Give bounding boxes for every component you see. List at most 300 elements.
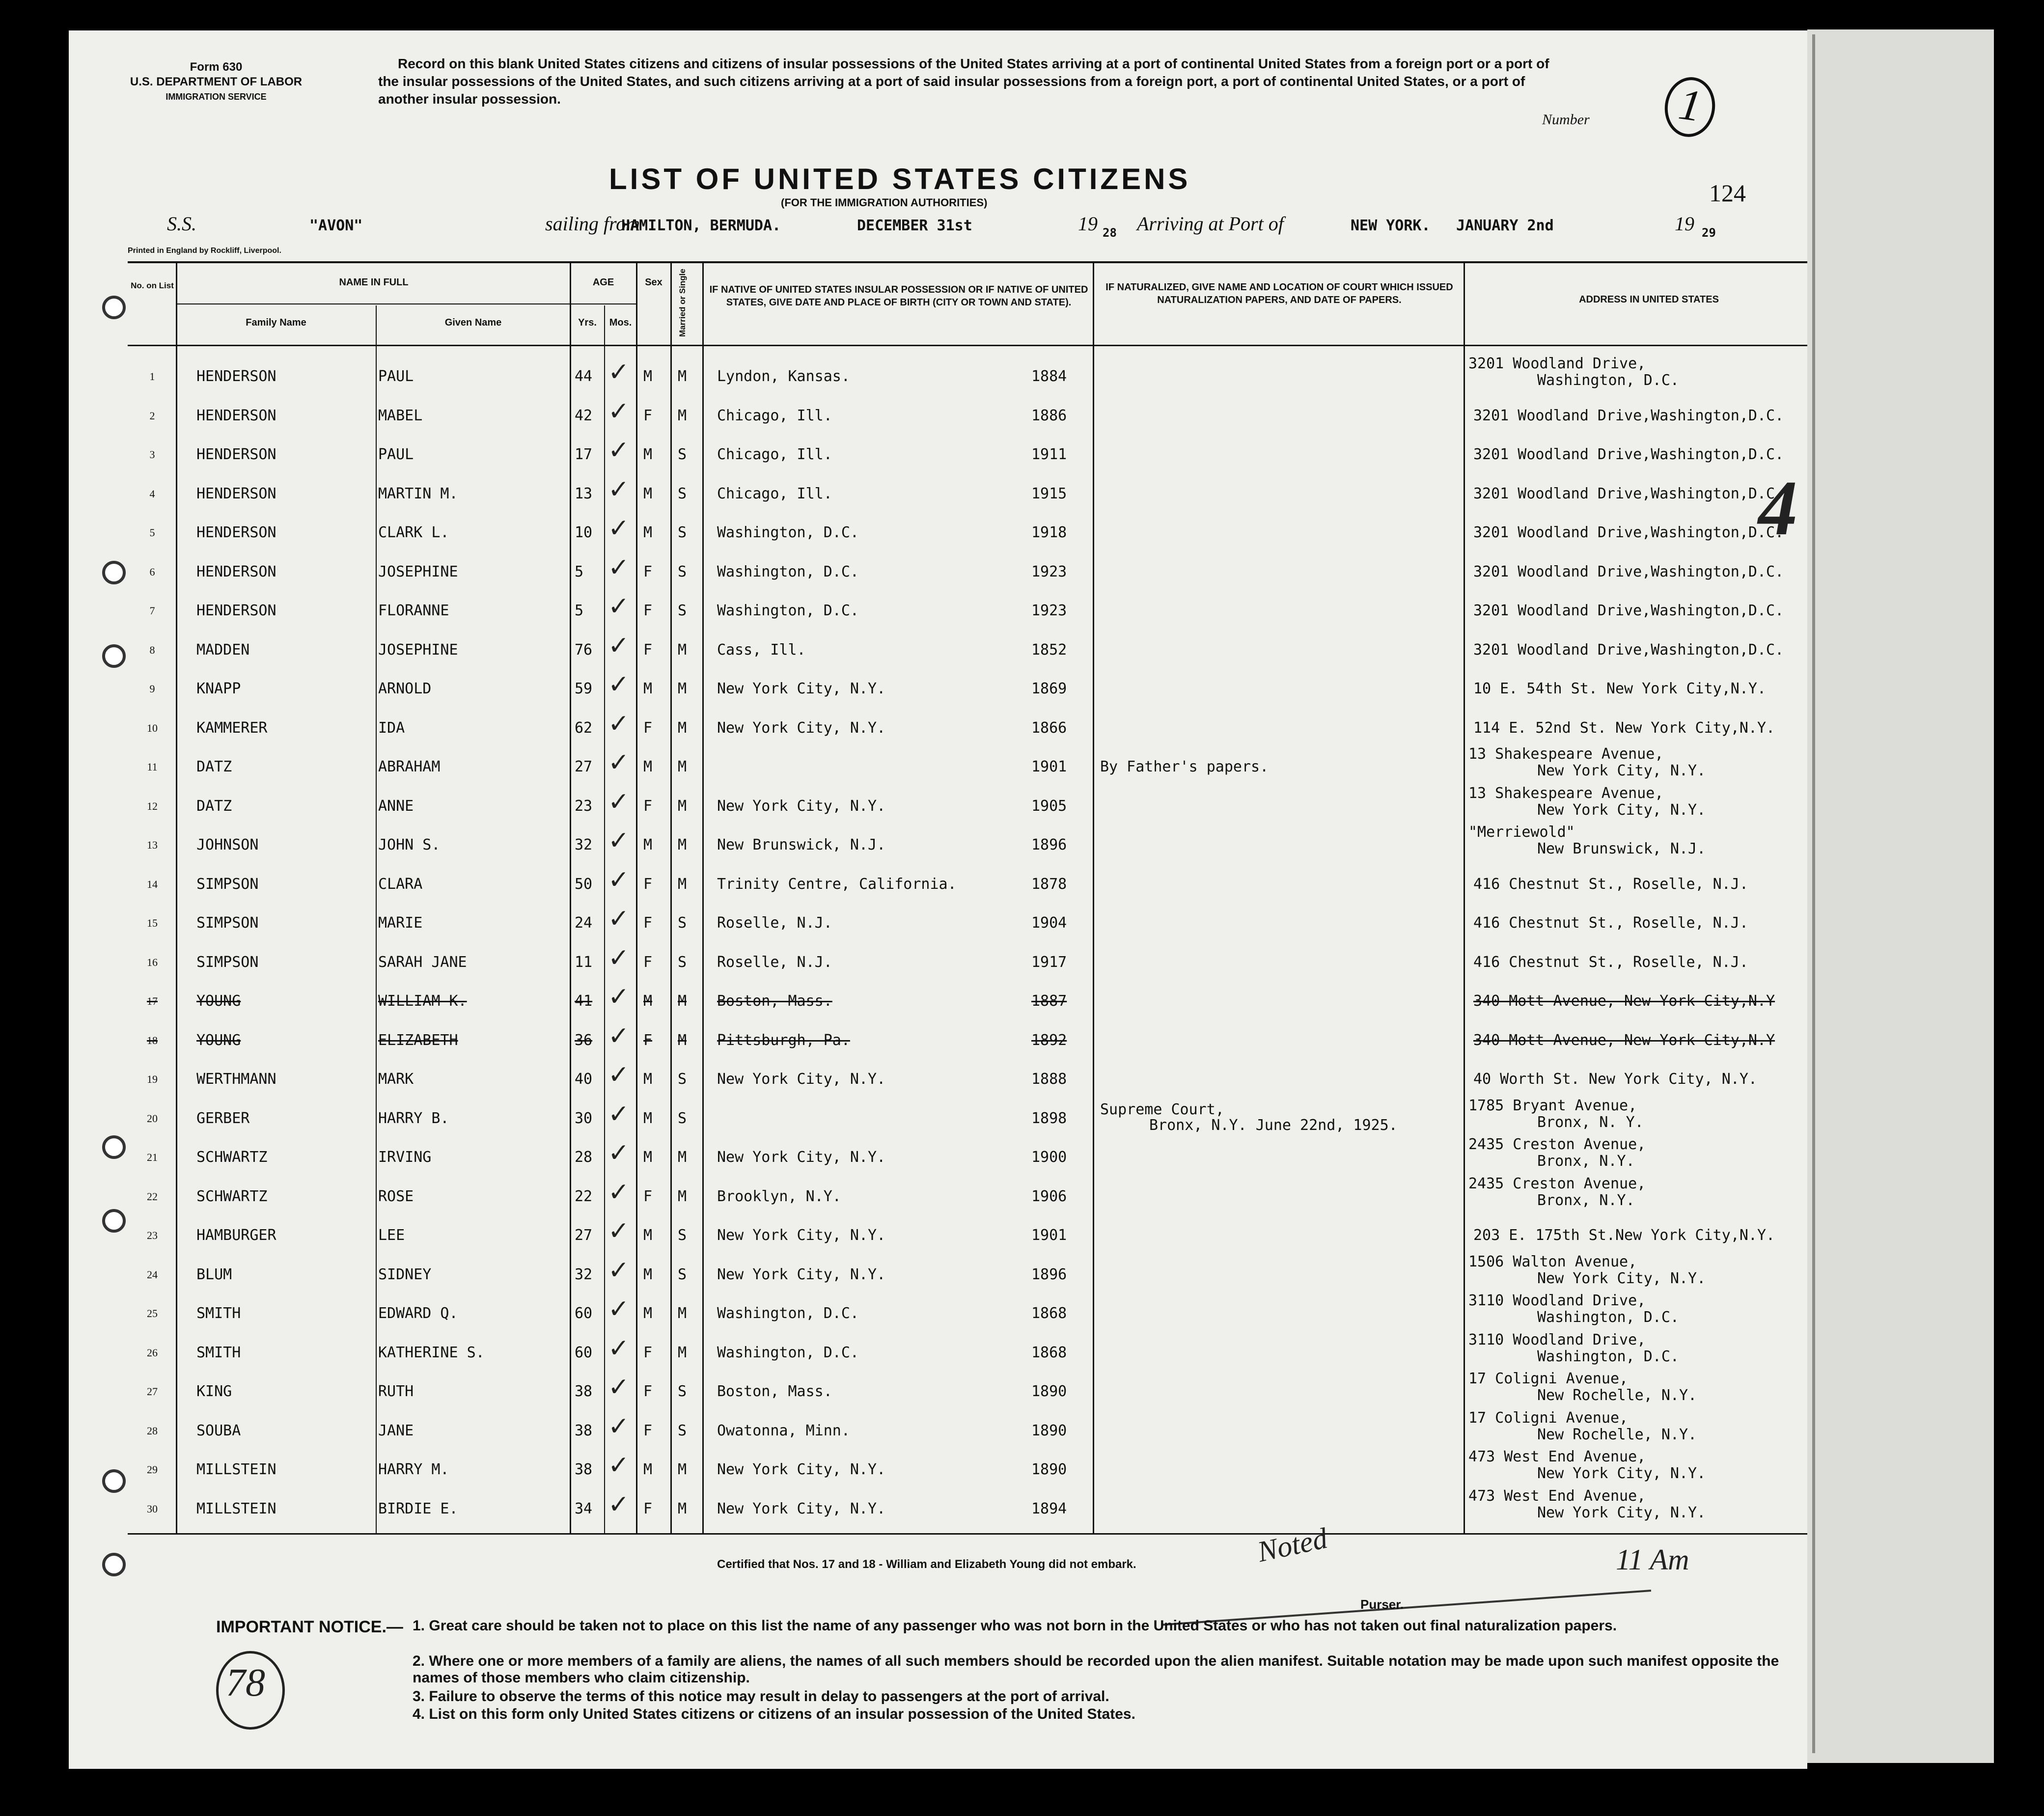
check-mark: ✓ <box>608 631 630 660</box>
sex: F <box>643 875 653 893</box>
col-given-name: Given Name <box>444 317 502 328</box>
birth-year: 1888 <box>1031 1071 1067 1088</box>
family-name: BLUM <box>196 1266 232 1283</box>
address-line-2: New Brunswick, N.J. <box>1537 840 1706 857</box>
family-name: WERTHMANN <box>196 1071 276 1088</box>
notice-1: 1. Great care should be taken not to place on this list the name of any passenger who was not born in the United States or who has not taken out final naturalization papers. <box>413 1618 1617 1634</box>
sex: F <box>643 1422 653 1439</box>
marital-status: M <box>678 1461 687 1478</box>
marital-status: M <box>678 992 687 1010</box>
manifest-sheet <box>69 30 1807 1769</box>
marital-status: M <box>678 875 687 893</box>
family-name: HENDERSON <box>196 485 276 502</box>
birthplace: New Brunswick, N.J. <box>717 836 886 853</box>
sex: M <box>643 446 653 463</box>
row-number: 18 <box>147 1034 158 1046</box>
age-years: 38 <box>575 1383 593 1400</box>
given-name: ABRAHAM <box>378 758 441 775</box>
arrival-date: JANUARY 2nd <box>1456 217 1554 234</box>
birth-year: 1878 <box>1031 875 1067 893</box>
address-line-1: 473 West End Avenue, <box>1468 1448 1646 1465</box>
sex: F <box>643 914 653 932</box>
certification-note: Certified that Nos. 17 and 18 - William and Elizabeth Young did not embark. <box>717 1558 1136 1571</box>
printer-note: Printed in England by Rockliff, Liverpool. <box>128 247 281 255</box>
table-bottom-rule <box>128 1533 1807 1535</box>
birthplace: New York City, N.Y. <box>717 680 886 697</box>
given-name: ELIZABETH <box>378 1031 458 1049</box>
birth-year: 1886 <box>1031 407 1067 424</box>
age-years: 62 <box>575 719 593 737</box>
sex: M <box>643 1305 653 1322</box>
address-line-1: 3110 Woodland Drive, <box>1468 1292 1646 1309</box>
row-number: 26 <box>147 1346 158 1359</box>
ship-name: "AVON" <box>309 217 363 234</box>
birthplace: Chicago, Ill. <box>717 485 832 502</box>
address-line-1: 2435 Creston Avenue, <box>1468 1175 1646 1192</box>
check-mark: ✓ <box>608 709 630 739</box>
birth-year: 1887 <box>1031 992 1067 1010</box>
marital-status: M <box>678 1149 687 1166</box>
page-number: 124 <box>1709 179 1746 207</box>
age-years: 36 <box>575 1031 593 1049</box>
birth-year: 1923 <box>1031 563 1067 580</box>
department: U.S. DEPARTMENT OF LABOR <box>130 75 303 88</box>
birthplace: New York City, N.Y. <box>717 1266 886 1283</box>
year-prefix: 19 <box>1675 213 1694 235</box>
given-name: BIRDIE E. <box>378 1500 458 1517</box>
row-number: 20 <box>147 1112 158 1125</box>
row-number: 1 <box>149 370 155 383</box>
arrival-year: 29 <box>1702 226 1716 240</box>
given-name: PAUL <box>378 446 414 463</box>
family-name: HENDERSON <box>196 446 276 463</box>
address-line-1: 473 West End Avenue, <box>1468 1487 1646 1505</box>
age-years: 30 <box>575 1109 593 1127</box>
birth-year: 1894 <box>1031 1500 1067 1517</box>
marital-status: M <box>678 1031 687 1049</box>
given-name: ARNOLD <box>378 680 432 697</box>
check-mark: ✓ <box>608 1216 630 1246</box>
notice-4: 4. List on this form only United States citizens or citizens of an insular possession of the United States. <box>413 1706 1135 1722</box>
marital-status: M <box>678 758 687 775</box>
family-name: SCHWARTZ <box>196 1187 268 1205</box>
col-divider <box>176 261 177 1533</box>
age-years: 10 <box>575 524 593 541</box>
page-edge <box>1812 34 1815 1753</box>
address-line-1: 2435 Creston Avenue, <box>1468 1136 1646 1153</box>
marital-status: M <box>678 680 687 697</box>
birth-year: 1896 <box>1031 836 1067 853</box>
check-mark: ✓ <box>608 1099 630 1129</box>
birthplace: Washington, D.C. <box>717 1305 859 1322</box>
notice-2: 2. Where one or more members of a family are aliens, the names of all such members should be recorded upon the alien manifest. Suitable notation may be made upon such manifest opposite the names of those members who claim citizenship. <box>413 1653 1779 1686</box>
notice-3: 3. Failure to observe the terms of this notice may result in delay to passengers at the port of arrival. <box>413 1688 1109 1705</box>
marital-status: S <box>678 524 687 541</box>
age-years: 34 <box>575 1500 593 1517</box>
family-name: MILLSTEIN <box>196 1461 276 1478</box>
birth-year: 1884 <box>1031 368 1067 385</box>
year-prefix: 19 <box>1078 213 1098 235</box>
col-name-in-full: NAME IN FULL <box>339 277 409 288</box>
birthplace: New York City, N.Y. <box>717 797 886 815</box>
address-line-1: 416 Chestnut St., Roselle, N.J. <box>1473 914 1748 932</box>
birthplace: Washington, D.C. <box>717 563 859 580</box>
noted-annotation: Noted <box>1254 1521 1330 1568</box>
sex: F <box>643 1500 653 1517</box>
given-name: ROSE <box>378 1187 414 1205</box>
record-instructions: Record on this blank United States citizens and citizens of insular possessions of the United States arriving at a port of continental United States from a foreign port or a port of the insular possessions of the United States, and such citizens arriving at a port of said insular possessions from a foreign port, a port of continental United States, or a port of another insular possession. <box>378 56 1549 107</box>
given-name: MARIE <box>378 914 423 932</box>
subheader-rule <box>177 303 636 304</box>
birthplace: New York City, N.Y. <box>717 1500 886 1517</box>
form-number: Form 630 <box>190 60 243 74</box>
marital-status: M <box>678 719 687 737</box>
purser-signature <box>1158 1545 1651 1626</box>
marital-status: S <box>678 446 687 463</box>
given-name: EDWARD Q. <box>378 1305 458 1322</box>
check-mark: ✓ <box>608 592 630 621</box>
departure-port: HAMILTON, BERMUDA. <box>621 217 781 234</box>
marital-status: S <box>678 1383 687 1400</box>
sex: M <box>643 1461 653 1478</box>
check-mark: ✓ <box>608 670 630 699</box>
departure-date: DECEMBER 31st <box>857 217 972 234</box>
sex: M <box>643 758 653 775</box>
birth-year: 1890 <box>1031 1461 1067 1478</box>
given-name: MARTIN M. <box>378 485 458 502</box>
age-years: 5 <box>575 563 584 580</box>
age-years: 60 <box>575 1344 593 1361</box>
birth-year: 1896 <box>1031 1266 1067 1283</box>
binding-hole <box>102 1469 126 1493</box>
marital-status: S <box>678 1071 687 1088</box>
birth-year: 1890 <box>1031 1383 1067 1400</box>
check-mark: ✓ <box>608 1489 630 1519</box>
col-divider <box>702 261 704 1533</box>
binding-hole <box>102 1135 126 1159</box>
family-name: SIMPSON <box>196 953 259 971</box>
age-years: 60 <box>575 1305 593 1322</box>
sex: M <box>643 1109 653 1127</box>
sex: F <box>643 1383 653 1400</box>
age-years: 40 <box>575 1071 593 1088</box>
header-bottom-rule <box>128 345 1807 346</box>
address-line-1: 3201 Woodland Drive,Washington,D.C. <box>1473 563 1784 580</box>
row-number: 15 <box>147 917 158 929</box>
address-line-1: 3201 Woodland Drive,Washington,D.C. <box>1473 641 1784 659</box>
address-line-1: 3201 Woodland Drive,Washington,D.C. <box>1473 485 1784 502</box>
birthplace: Roselle, N.J. <box>717 914 832 932</box>
family-name: DATZ <box>196 797 232 815</box>
given-name: IRVING <box>378 1149 432 1166</box>
birthplace: Lyndon, Kansas. <box>717 368 850 385</box>
sex: F <box>643 719 653 737</box>
row-number: 8 <box>149 643 155 656</box>
age-years: 42 <box>575 407 593 424</box>
birth-year: 1852 <box>1031 641 1067 659</box>
arriving-label: Arriving at Port of <box>1137 213 1284 235</box>
row-number: 4 <box>149 487 155 500</box>
sex: M <box>643 680 653 697</box>
binding-hole <box>102 1209 126 1233</box>
family-name: HENDERSON <box>196 563 276 580</box>
row-number: 25 <box>147 1307 158 1320</box>
address-line-1: 10 E. 54th St. New York City,N.Y. <box>1473 680 1767 697</box>
birthplace: Trinity Centre, California. <box>717 875 957 893</box>
sex: M <box>643 524 653 541</box>
birth-year: 1901 <box>1031 1227 1067 1244</box>
family-name: KAMMERER <box>196 719 268 737</box>
given-name: KATHERINE S. <box>378 1344 485 1361</box>
birth-year: 1923 <box>1031 602 1067 619</box>
marital-status: M <box>678 368 687 385</box>
birthplace: Boston, Mass. <box>717 992 832 1010</box>
given-name: IDA <box>378 719 405 737</box>
check-mark: ✓ <box>608 1255 630 1285</box>
row-number: 21 <box>147 1151 158 1163</box>
address-line-2: New York City, N.Y. <box>1537 801 1706 819</box>
sex: F <box>643 953 653 971</box>
row-number: 22 <box>147 1190 158 1203</box>
row-number: 29 <box>147 1463 158 1476</box>
marital-status: M <box>678 1500 687 1517</box>
sex: F <box>643 641 653 659</box>
notice-heading: IMPORTANT NOTICE.— <box>216 1618 403 1636</box>
address-line-1: 416 Chestnut St., Roselle, N.J. <box>1473 875 1748 893</box>
family-name: HENDERSON <box>196 368 276 385</box>
given-name: CLARA <box>378 875 423 893</box>
address-line-1: 114 E. 52nd St. New York City,N.Y. <box>1473 719 1775 737</box>
col-sex: Sex <box>645 277 663 288</box>
row-number: 2 <box>149 409 155 422</box>
address-line-2: New York City, N.Y. <box>1537 762 1706 779</box>
marital-status: S <box>678 914 687 932</box>
family-name: MADDEN <box>196 641 250 659</box>
birth-year: 1906 <box>1031 1187 1067 1205</box>
given-name: JOHN S. <box>378 836 441 853</box>
address-line-1: "Merriewold" <box>1468 824 1575 841</box>
page-subtitle: (FOR THE IMMIGRATION AUTHORITIES) <box>781 196 988 209</box>
binding-hole <box>102 1553 126 1576</box>
address-line-1: 17 Coligni Avenue, <box>1468 1409 1629 1427</box>
family-name: DATZ <box>196 758 232 775</box>
col-yrs: Yrs. <box>578 317 597 328</box>
check-mark: ✓ <box>608 826 630 855</box>
address-line-1: 1506 Walton Avenue, <box>1468 1253 1637 1270</box>
row-number: 11 <box>147 761 158 773</box>
family-name: HENDERSON <box>196 407 276 424</box>
age-years: 32 <box>575 1266 593 1283</box>
birthplace: New York City, N.Y. <box>717 1149 886 1166</box>
sex: M <box>643 992 653 1010</box>
birthplace: Pittsburgh, Pa. <box>717 1031 850 1049</box>
sex: M <box>643 1227 653 1244</box>
family-name: HENDERSON <box>196 602 276 619</box>
sex: F <box>643 563 653 580</box>
given-name: ANNE <box>378 797 414 815</box>
family-name: YOUNG <box>196 992 241 1010</box>
age-years: 17 <box>575 446 593 463</box>
col-mos: Mos. <box>609 317 632 328</box>
address-line-2: New York City, N.Y. <box>1537 1269 1706 1287</box>
age-years: 76 <box>575 641 593 659</box>
address-line-1: 3201 Woodland Drive, <box>1468 355 1646 372</box>
age-years: 38 <box>575 1461 593 1478</box>
age-years: 41 <box>575 992 593 1010</box>
check-mark: ✓ <box>608 358 630 387</box>
check-mark: ✓ <box>608 1333 630 1363</box>
address-line-2: Washington, D.C. <box>1537 372 1679 389</box>
family-name: GERBER <box>196 1109 250 1127</box>
binding-hole <box>102 296 126 319</box>
address-line-2: New York City, N.Y. <box>1537 1504 1706 1521</box>
marital-status: M <box>678 836 687 853</box>
col-divider <box>1464 261 1465 1533</box>
check-mark: ✓ <box>608 474 630 504</box>
check-mark: ✓ <box>608 1451 630 1480</box>
birth-year: 1892 <box>1031 1031 1067 1049</box>
given-name: JANE <box>378 1422 414 1439</box>
time-annotation: 11 Am <box>1616 1543 1689 1576</box>
address-line-1: 340 Mott Avenue, New York City,N.Y <box>1473 1031 1775 1049</box>
birth-year: 1901 <box>1031 758 1067 775</box>
marital-status: S <box>678 1227 687 1244</box>
address-line-1: 13 Shakespeare Avenue, <box>1468 784 1664 802</box>
margin-number: 78 <box>226 1661 265 1705</box>
adjacent-page <box>1807 29 1994 1763</box>
col-no: No. on List <box>131 281 174 290</box>
address-line-2: Bronx, N.Y. <box>1537 1153 1635 1170</box>
birthplace: Washington, D.C. <box>717 1344 859 1361</box>
birthplace: Washington, D.C. <box>717 602 859 619</box>
check-mark: ✓ <box>608 552 630 582</box>
row-number: 3 <box>149 448 155 461</box>
check-mark: ✓ <box>608 787 630 817</box>
family-name: SCHWARTZ <box>196 1149 268 1166</box>
family-name: SMITH <box>196 1344 241 1361</box>
purser-label: Purser. <box>1360 1597 1404 1612</box>
col-address: ADDRESS IN UNITED STATES <box>1579 294 1719 305</box>
naturalization-detail: Bronx, N.Y. June 22nd, 1925. <box>1149 1116 1398 1134</box>
given-name: MABEL <box>378 407 423 424</box>
birth-year: 1917 <box>1031 953 1067 971</box>
sex: M <box>643 1071 653 1088</box>
address-line-1: 3201 Woodland Drive,Washington,D.C. <box>1473 524 1784 541</box>
col-married-single: Married or Single <box>678 269 687 337</box>
address-line-1: 40 Worth St. New York City, N.Y. <box>1473 1071 1757 1088</box>
sex: F <box>643 1187 653 1205</box>
birthplace: New York City, N.Y. <box>717 1461 886 1478</box>
birth-year: 1866 <box>1031 719 1067 737</box>
check-mark: ✓ <box>608 1411 630 1441</box>
age-years: 50 <box>575 875 593 893</box>
age-years: 44 <box>575 368 593 385</box>
given-name: CLARK L. <box>378 524 449 541</box>
address-line-2: Bronx, N.Y. <box>1537 1191 1635 1209</box>
check-mark: ✓ <box>608 748 630 777</box>
age-years: 32 <box>575 836 593 853</box>
ss-label: S.S. <box>167 213 196 235</box>
marital-status: M <box>678 1187 687 1205</box>
address-line-2: Bronx, N. Y. <box>1537 1113 1644 1131</box>
birthplace: New York City, N.Y. <box>717 719 886 737</box>
check-mark: ✓ <box>608 436 630 465</box>
age-years: 13 <box>575 485 593 502</box>
address-line-1: 13 Shakespeare Avenue, <box>1468 745 1664 763</box>
family-name: YOUNG <box>196 1031 241 1049</box>
birthplace: Washington, D.C. <box>717 524 859 541</box>
age-years: 22 <box>575 1187 593 1205</box>
row-number: 16 <box>147 956 158 968</box>
row-number: 17 <box>147 995 158 1007</box>
family-name: HENDERSON <box>196 524 276 541</box>
given-name: WILLIAM K. <box>378 992 467 1010</box>
family-name: SMITH <box>196 1305 241 1322</box>
birthplace: New York City, N.Y. <box>717 1071 886 1088</box>
age-years: 5 <box>575 602 584 619</box>
row-number: 6 <box>149 565 155 578</box>
address-line-1: 1785 Bryant Avenue, <box>1468 1097 1637 1114</box>
sailing-label: sailing from <box>545 213 640 235</box>
check-mark: ✓ <box>608 1060 630 1090</box>
address-line-1: 340 Mott Avenue, New York City,N.Y <box>1473 992 1775 1010</box>
marital-status: S <box>678 563 687 580</box>
age-years: 27 <box>575 758 593 775</box>
birthplace: Chicago, Ill. <box>717 446 832 463</box>
birthplace: Chicago, Ill. <box>717 407 832 424</box>
col-divider <box>604 305 605 1533</box>
col-age: AGE <box>592 277 614 288</box>
sex: F <box>643 1344 653 1361</box>
row-number: 28 <box>147 1424 158 1437</box>
sex: F <box>643 407 653 424</box>
given-name: MARK <box>378 1071 414 1088</box>
age-years: 24 <box>575 914 593 932</box>
row-number: 19 <box>147 1073 158 1085</box>
side-mark: 4 <box>1758 464 1797 551</box>
address-line-2: New Rochelle, N.Y. <box>1537 1387 1697 1404</box>
check-mark: ✓ <box>608 1021 630 1051</box>
naturalization: Supreme Court, <box>1100 1101 1224 1118</box>
check-mark: ✓ <box>608 865 630 895</box>
address-line-1: 3201 Woodland Drive,Washington,D.C. <box>1473 407 1784 424</box>
col-naturalized: IF NATURALIZED, GIVE NAME AND LOCATION OF COURT WHICH ISSUED NATURALIZATION PAPERS, AND DATE OF PAPERS. <box>1105 282 1453 305</box>
check-mark: ✓ <box>608 982 630 1012</box>
age-years: 27 <box>575 1227 593 1244</box>
birth-year: 1911 <box>1031 446 1067 463</box>
address-line-1: 3201 Woodland Drive,Washington,D.C. <box>1473 602 1784 619</box>
check-mark: ✓ <box>608 904 630 934</box>
col-divider <box>1093 261 1094 1533</box>
row-number: 5 <box>149 526 155 539</box>
marital-status: M <box>678 1305 687 1322</box>
page-title: LIST OF UNITED STATES CITIZENS <box>609 163 1191 195</box>
birthplace: New York City, N.Y. <box>717 1227 886 1244</box>
check-mark: ✓ <box>608 1177 630 1207</box>
marital-status: S <box>678 1266 687 1283</box>
birth-year: 1890 <box>1031 1422 1067 1439</box>
check-mark: ✓ <box>608 1138 630 1168</box>
address-line-1: 203 E. 175th St.New York City,N.Y. <box>1473 1227 1775 1244</box>
marital-status: S <box>678 602 687 619</box>
age-years: 28 <box>575 1149 593 1166</box>
birth-year: 1915 <box>1031 485 1067 502</box>
table-top-rule <box>128 261 1807 263</box>
arrival-port: NEW YORK. <box>1351 217 1431 234</box>
family-name: SIMPSON <box>196 875 259 893</box>
check-mark: ✓ <box>608 396 630 426</box>
col-birth: IF NATIVE OF UNITED STATES INSULAR POSSESSION OR IF NATIVE OF UNITED STATES, GIVE DATE AND PLACE OF BIRTH (CITY OR TOWN AND STATE). <box>709 284 1088 308</box>
